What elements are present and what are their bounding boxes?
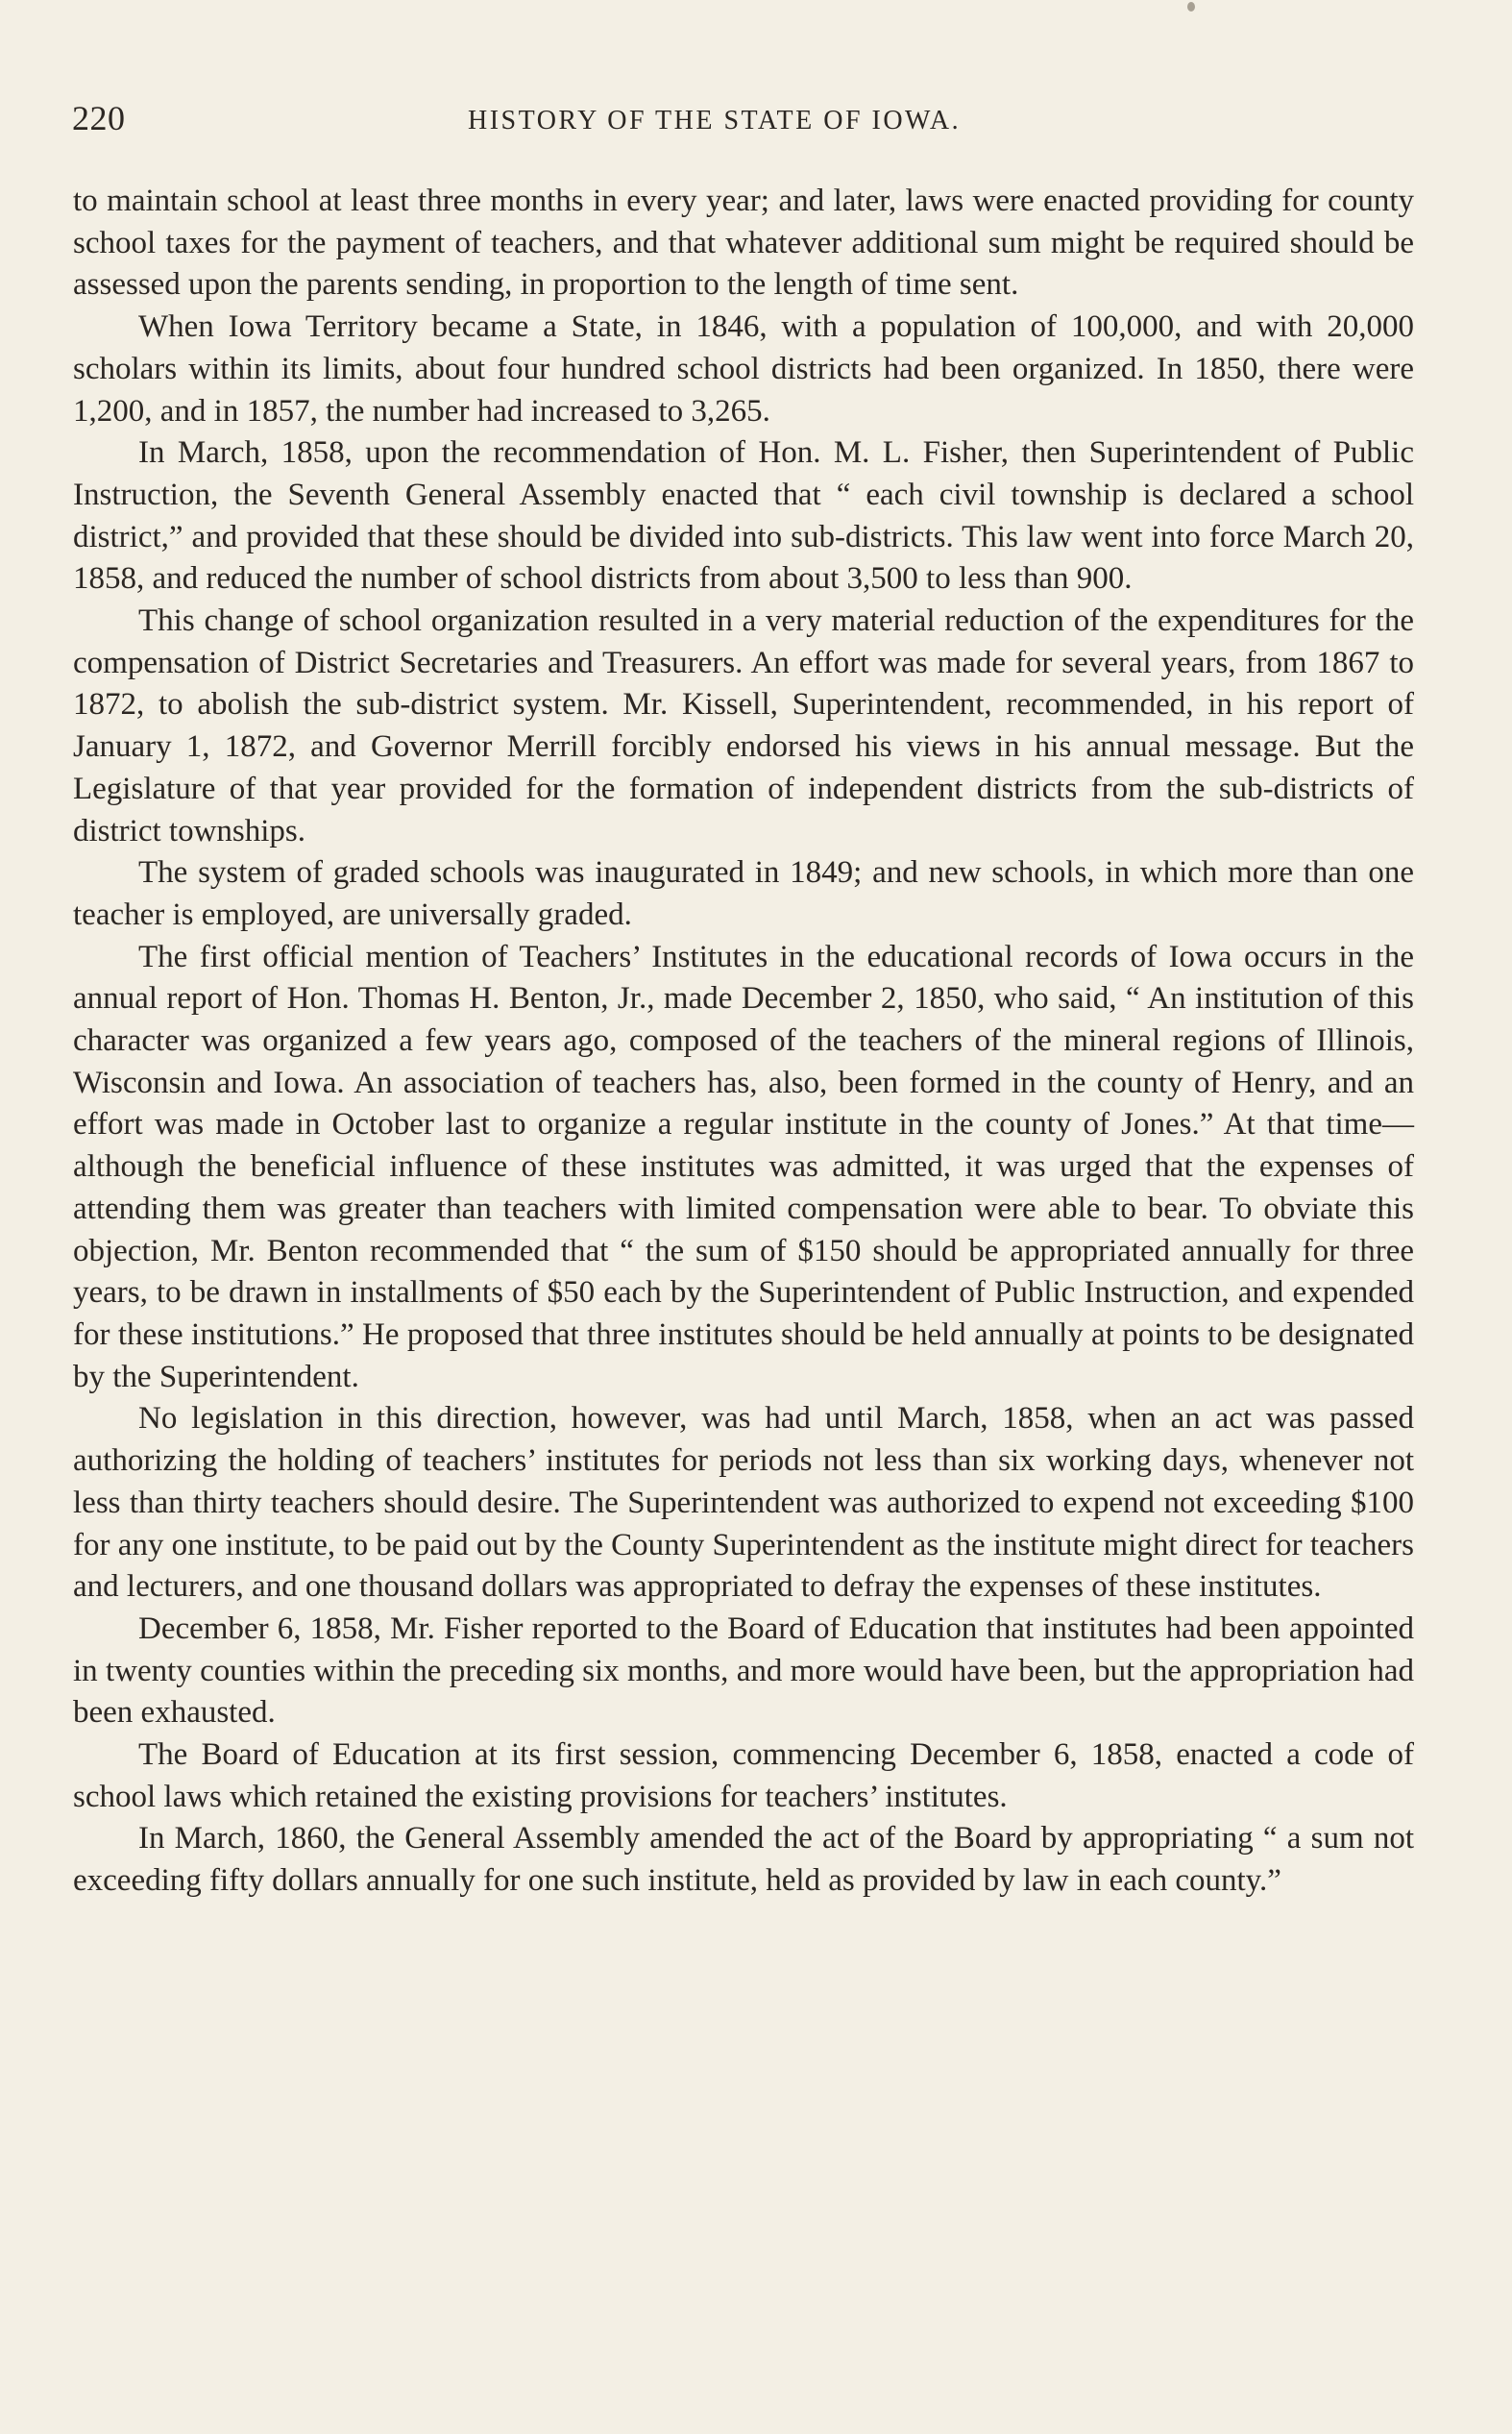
- page-number: 220: [72, 99, 126, 137]
- paragraph: The system of graded schools was inaugurated in 1849; and new schools, in which more than one teacher is employed, are universally graded.: [73, 855, 1414, 932]
- paragraph: In March, 1858, upon the recommendation of Hon. M. L. Fisher, then Superintendent of Public Instruction, the Seventh General Assembly enacted that “ each civil township is declared a school district,” and provided that these should be divided into sub-districts. This law went into force March 20, 1858, and reduced the number of school districts from about 3,500 to less than 900.: [73, 435, 1414, 597]
- paragraph: No legislation in this direction, however, was had until March, 1858, when an act was passed authorizing the holding of teachers’ institutes for periods not less than six working days, whenever not less than thirty teachers should desire. The Superintendent was authorized to expend not exceeding $100 for any one institute, to be paid out by the County Superintendent as the institute might direct for teachers and lecturers, and one thousand dollars was appropriated to defray the expenses of these institutes.: [73, 1401, 1414, 1605]
- ink-speck: [1187, 2, 1195, 12]
- paragraph: December 6, 1858, Mr. Fisher reported to the Board of Education that institutes had been appointed in twenty counties within the preceding six months, and more would have been, but the appropriation had been exhausted.: [73, 1610, 1414, 1731]
- running-title: HISTORY OF THE STATE OF IOWA.: [468, 106, 962, 135]
- running-head: [72, 98, 1417, 146]
- paragraph: The Board of Education at its first session, commencing December 6, 1858, enacted a code of school laws which retained the existing provisions for teachers’ institutes.: [73, 1737, 1414, 1814]
- paragraph: This change of school organization resulted in a very material reduction of the expenditures for the compensation of District Secretaries and Treasurers. An effort was made for several years, from 1867 to 1872, to abolish the sub-district system. Mr. Kissell, Superintendent, recommended, in his report of January 1, 1872, and Governor Merrill forcibly endorsed his views in his annual message. But the Legislature of that year provided for the formation of independent districts from the sub-districts of district townships.: [73, 603, 1414, 848]
- body-text: [73, 181, 1414, 1903]
- paragraph: When Iowa Territory became a State, in 1846, with a population of 100,000, and with 20,000 scholars within its limits, about four hundred school districts had been organized. In 1850, there were 1,200, and in 1857, the number had increased to 3,265.: [73, 309, 1414, 429]
- paragraph: The first official mention of Teachers’ Institutes in the educational records of Iowa occurs in the annual report of Hon. Thomas H. Benton, Jr., made December 2, 1850, who said, “ An institution of this character was organized a few years ago, composed of the teachers of the mineral regions of Illinois, Wisconsin and Iowa. An association of teachers has, also, been formed in the county of Henry, and an effort was made in October last to organize a regular institute in the county of Jones.” At that time—although the beneficial influence of these institutes was admitted, it was urged that the expenses of attending them was greater than teachers with limited compensation were able to bear. To obviate this objection, Mr. Benton recommended that “ the sum of $150 should be appropriated annually for three years, to be drawn in installments of $50 each by the Superintendent of Public Instruction, and expended for these institutions.” He proposed that three institutes should be held annually at points to be designated by the Superintendent.: [73, 939, 1414, 1394]
- paragraph: to maintain school at least three months in every year; and later, laws were enacted providing for county school taxes for the payment of teachers, and that whatever additional sum might be required should be assessed upon the parents sending, in proportion to the length of time sent.: [73, 184, 1414, 303]
- paragraph: In March, 1860, the General Assembly amended the act of the Board by appropriating “ a sum not exceeding fifty dollars annually for one such institute, held as provided by law in each county.”: [73, 1821, 1414, 1899]
